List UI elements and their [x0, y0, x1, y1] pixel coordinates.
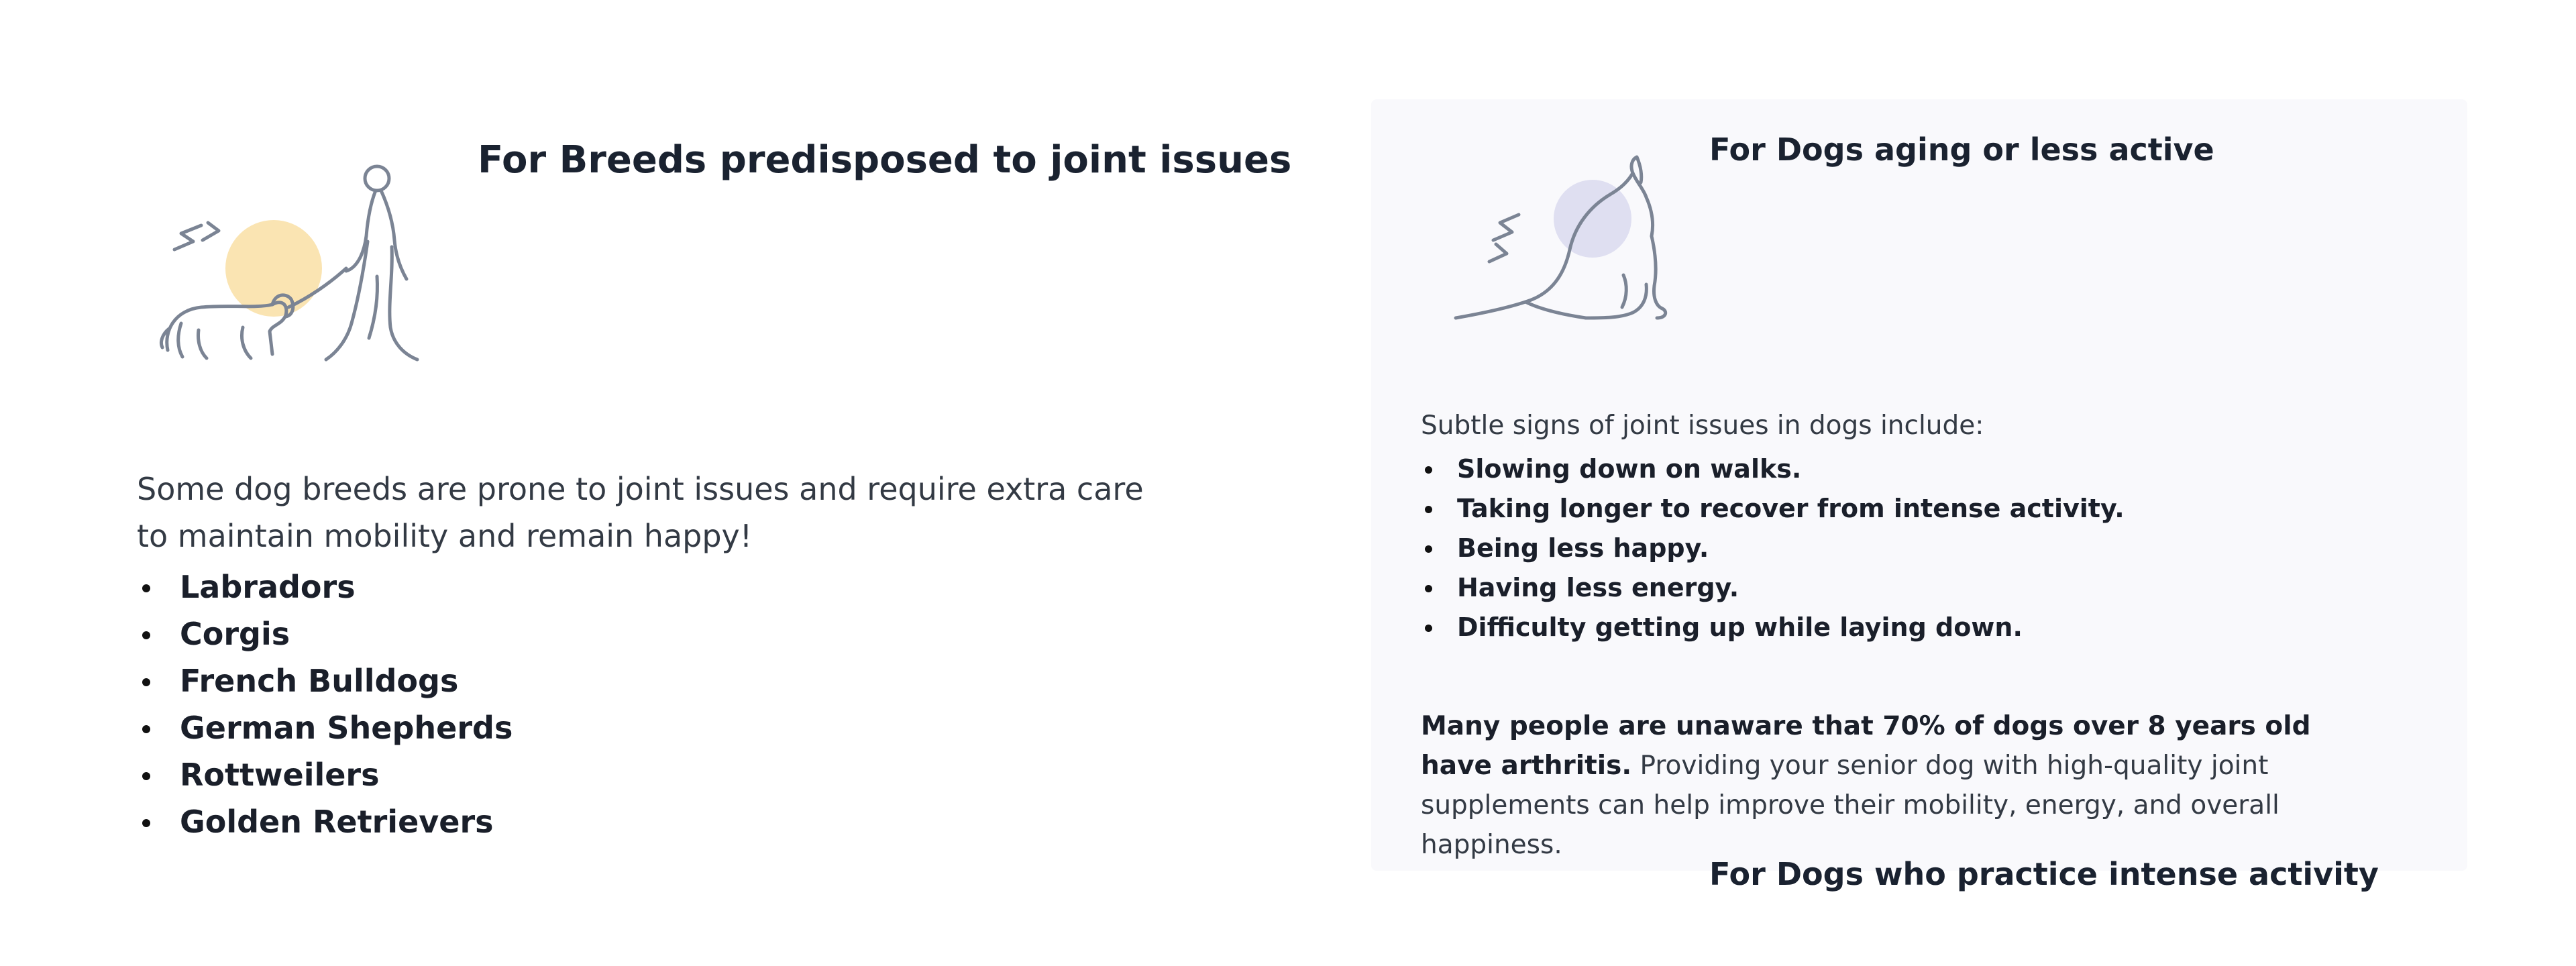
list-item: Difficulty getting up while laying down. — [1421, 608, 2125, 647]
list-item: Golden Retrievers — [137, 798, 513, 845]
list-item: Taking longer to recover from intense activity. — [1421, 489, 2125, 529]
aging-dogs-section-title: For Dogs aging or less active — [1709, 131, 2214, 168]
breed-list — [137, 564, 513, 845]
breeds-intro-text: Some dog breeds are prone to joint issues and require extra care to maintain mobility and remain happy! — [137, 471, 1144, 554]
arthritis-highlight-text: Many people are unaware that 70% of dogs over 8 years old have arthritis. — [1421, 711, 2311, 781]
list-item: Slowing down on walks. — [1421, 449, 2125, 489]
list-item: French Bulldogs — [137, 657, 513, 704]
breeds-section-title: For Breeds predisposed to joint issues — [478, 138, 1292, 182]
list-item: Rottweilers — [137, 751, 513, 798]
list-item: German Shepherds — [137, 704, 513, 751]
person-walking-dog-icon — [154, 156, 436, 370]
list-item: Having less energy. — [1421, 568, 2125, 608]
list-item: Being less happy. — [1421, 529, 2125, 568]
sitting-dog-icon — [1452, 153, 1680, 327]
list-item: Labradors — [137, 564, 513, 610]
signs-intro-text: Subtle signs of joint issues in dogs include: — [1421, 411, 1984, 441]
list-item: Corgis — [137, 610, 513, 657]
intense-activity-section-title: For Dogs who practice intense activity — [1709, 856, 2379, 893]
arthritis-body-text: Providing your senior dog with high-quality joint supplements can help improve their mobility, energy, and overall happiness. — [1421, 751, 2279, 860]
signs-list — [1421, 449, 2125, 647]
aging-dogs-section — [1371, 99, 2467, 893]
arthritis-paragraph — [1421, 706, 2373, 865]
